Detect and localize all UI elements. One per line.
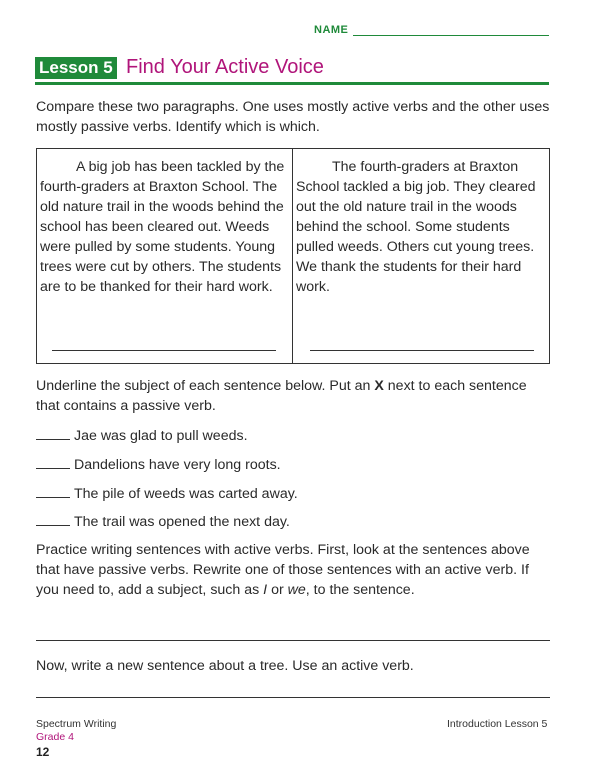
paragraph-left-text: A big job has been tackled by the fourth-graders at Braxton School. The old nature trail in the woods behind the school has been cleared out. Weeds were pulled by some students. Young trees were cut by others. The students are to be thanked for their hard work. — [40, 159, 285, 295]
footer-publisher: Spectrum Writing — [36, 718, 117, 730]
practice-text-1: Practice writing sentences with active verbs. First, look at the sentences above that have passive verbs. Rewrite one of those sentences with an active verb. If you need to, add a subject, such as — [36, 542, 530, 598]
list-item — [36, 512, 290, 531]
practice-or: or — [271, 582, 284, 598]
pronoun-we: we — [287, 582, 306, 598]
pronoun-i: I — [263, 582, 268, 598]
page-number: 12 — [36, 745, 50, 759]
new-sentence-prompt: Now, write a new sentence about a tree. Use an active verb. — [36, 658, 414, 674]
paragraph-left — [40, 157, 288, 297]
answer-blank[interactable] — [36, 455, 70, 469]
sentence-text: Jae was glad to pull weeds. — [74, 428, 248, 444]
page-title: Find Your Active Voice — [126, 56, 324, 78]
list-item — [36, 426, 248, 445]
x-mark: X — [374, 378, 384, 394]
paragraph-right-text: The fourth-graders at Braxton School tackled a big job. They cleared out the old nature trail in the woods behind the school. Some students pulled weeds. Others cut young trees. We thank the students for their hard work. — [296, 159, 536, 295]
sentence-text: The pile of weeds was carted away. — [74, 486, 298, 502]
column-divider — [292, 148, 293, 364]
name-label: NAME — [314, 24, 349, 36]
footer-section: Introduction Lesson 5 — [447, 718, 548, 730]
answer-line-right[interactable] — [310, 350, 534, 351]
writing-line-1[interactable] — [36, 640, 550, 641]
footer-grade: Grade 4 — [36, 731, 74, 743]
instructions-text — [36, 376, 551, 416]
answer-blank[interactable] — [36, 512, 70, 526]
list-item — [36, 484, 298, 503]
list-item — [36, 455, 281, 474]
writing-line-2[interactable] — [36, 697, 550, 698]
answer-line-left[interactable] — [52, 350, 276, 351]
title-divider — [35, 82, 549, 85]
sentence-text: Dandelions have very long roots. — [74, 457, 281, 473]
paragraph-right — [296, 157, 546, 297]
instructions-part2: next to each sentence that contains a passive verb. — [36, 378, 527, 414]
answer-blank[interactable] — [36, 426, 70, 440]
practice-text — [36, 540, 551, 600]
intro-text: Compare these two paragraphs. One uses mostly active verbs and the other uses mostly passive verbs. Identify which is which. — [36, 99, 550, 135]
name-field[interactable] — [353, 35, 549, 36]
lesson-badge: Lesson 5 — [35, 57, 117, 79]
sentence-text: The trail was opened the next day. — [74, 514, 290, 530]
practice-text-2: , to the sentence. — [305, 582, 415, 598]
answer-blank[interactable] — [36, 484, 70, 498]
instructions-part1: Underline the subject of each sentence below. Put an — [36, 378, 371, 394]
